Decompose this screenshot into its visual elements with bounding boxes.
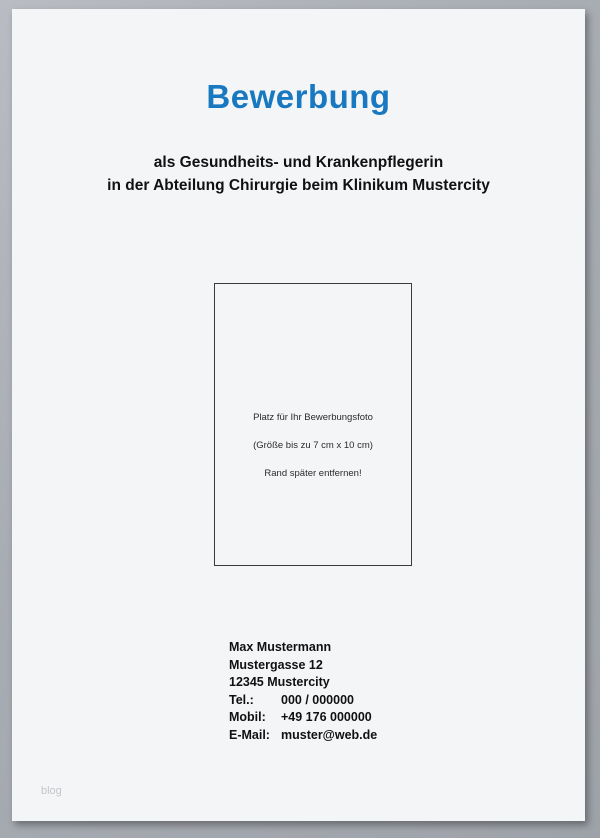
contact-name: Max Mustermann [229,640,332,654]
photo-placeholder-line-2: (Größe bis zu 7 cm x 10 cm) [253,440,373,451]
photo-placeholder-line-1: Platz für Ihr Bewerbungsfoto [253,412,373,423]
photo-placeholder-box [214,283,412,566]
contact-phone-value: 000 / 000000 [281,692,354,707]
watermark: blog [41,785,62,797]
page-subtitle [12,151,585,197]
contact-block [229,639,377,744]
document-page [12,9,585,821]
contact-mobile [229,709,377,727]
contact-email-label: E-Mail: [229,727,270,742]
page-title: Bewerbung [206,78,391,115]
subtitle-line-2: in der Abteilung Chirurgie beim Klinikum Mustercity [107,177,490,194]
contact-mobile-value: +49 176 000000 [281,710,372,724]
contact-city: 12345 Mustercity [229,675,330,689]
contact-phone-label: Tel.: [229,692,254,707]
contact-phone [229,692,377,710]
subtitle-line-1: als Gesundheits- und Krankenpflegerin [153,154,444,171]
photo-placeholder-line-3: Rand später entfernen! [264,468,362,479]
contact-email [229,727,377,745]
contact-mobile-label: Mobil: [229,710,266,724]
contact-street: Mustergasse 12 [229,657,323,672]
contact-email-value: muster@web.de [281,727,378,742]
